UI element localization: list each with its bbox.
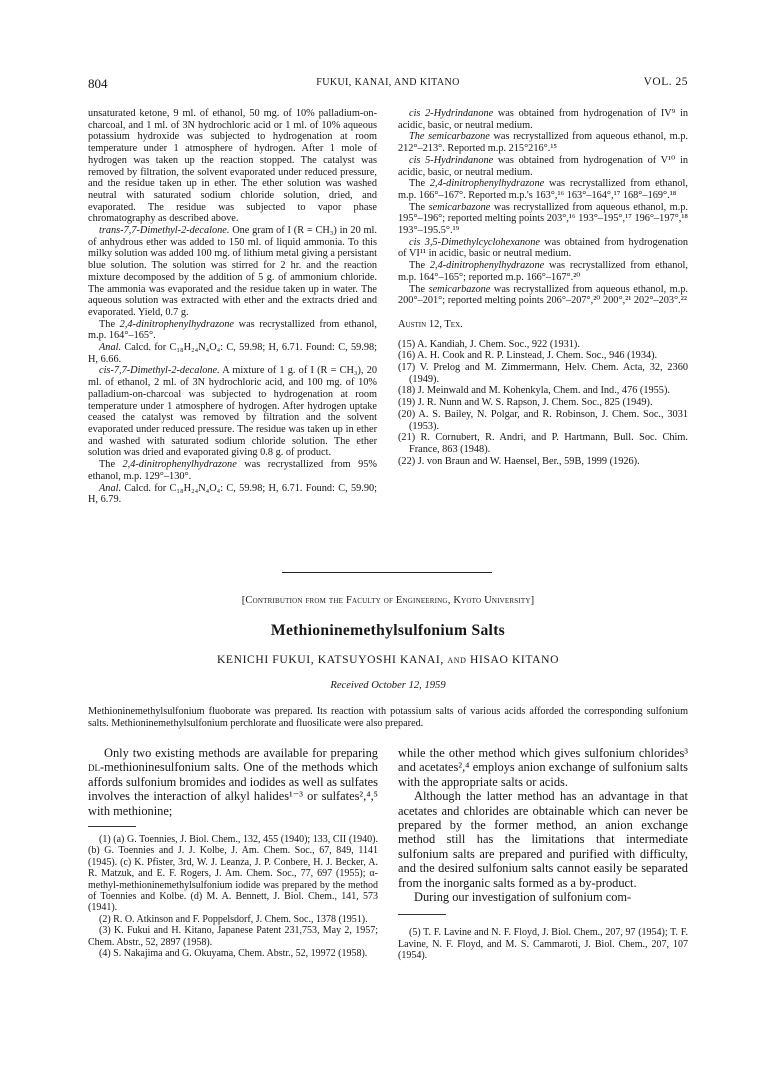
footnote-rule [88,826,136,827]
footnote-rule [398,914,446,915]
paragraph: trans-7,7-Dimethyl-2-decalone. One gram of I (R = CH₃) in 20 ml. of anhydrous ether was added to 150 ml. of liquid ammonia. To this milky solution was added 100 mg. of lithium metal giving a persistant blue solution. The solution was stirred for 2 hr. and the reaction mixture decomposed by the addition of 5 g. of ammonium chloride. The ammonia was evaporated and the residue taken up in water. The aqueous solution was extracted with ether and the extracts dried and evaporated. Yield, 0.7 g. [88,225,377,318]
paragraph: Anal. Calcd. for C₁₈H₂₄N₄O₄: C, 59.98; H, 6.71. Found: C, 59.90; H, 6.79. [88,482,377,506]
compound-name: cis 2-Hydrindanone [409,108,494,119]
compound-name: 2,4-dinitrophenylhydrazone [122,459,237,471]
compound-name: 2,4-dinitrophenylhydrazone [429,260,545,272]
paragraph: unsaturated ketone, 9 ml. of ethanol, 50 mg. of 10% palladium-on-charcoal, and 1 ml. of 3N hydrochloric acid or 1 ml. of 10% aqueous potassium hydroxide was subjected to hydrogenation at room temperature under 1 atmosphere of hydrogen. After 1 mole of hydrogen was taken up the reaction stopped. The catalyst was removed by filtration, the solvent evaporated under reduced pressure, and the residue taken up in ether. The ether solution was washed neutral with saturated sodium chloride solution, dried, and evaporated. The residue was subjected to vapor phase chromatography as described above. [88,108,377,225]
paragraph: cis 2-Hydrindanone was obtained from hydrogenation of IV⁹ in acidic, basic, or neutral medium. [398,108,688,131]
paragraph: cis 5-Hydrindanone was obtained from hydrogenation of V¹⁰ in acidic, basic, or neutral medium. [398,154,688,178]
volume-label: VOL. 25 [643,76,688,88]
compound-name: trans-7,7-Dimethyl-2-decalone. [99,225,230,237]
compound-name: cis 3,5-Dimethylcyclohexanone [409,236,540,248]
footnote-item: (1) (a) G. Toennies, J. Biol. Chem., 132, 455 (1940); 133, CII (1940). (b) G. Toennies and J. J. Kolbe, J. Am. Chem. Soc., 67, 849, 1141 (1945). (c) K. Pfister, 3rd, W. J. Leanza, J. P. Conbere, H. J. Becker, A. R. Matzuk, and E. F. Rogers, J. Am. Chem. Soc., 77, 697 (1955); α-methyl-methioninemethylsulfonium iodide was prepared by the method of Toennies and Kolbe. (d) M. A. Bennett, J. Biol. Chem., 141, 573 (1941). [88,834,378,914]
compound-name: The semicarbazone [409,131,490,143]
experimental-column-right [398,108,688,467]
paragraph: The 2,4-dinitrophenylhydrazone was recrystallized from ethanol, m.p. 166°–167°. Reported m.p.'s 163°,¹⁶ 163°–164°,¹⁷ 168°–169°.¹⁸ [398,178,688,201]
paragraph: The semicarbazone was recrystallized from aqueous ethanol, m.p. 200°–201°; reported melting points 206°–207°,²⁰ 200°,²¹ 202°–203°.²² [398,283,688,307]
page-number: 804 [88,76,108,91]
reference-item: (17) V. Prelog and M. Zimmermann, Helv. Chem. Acta, 32, 2360 (1949). [398,362,688,385]
compound-name: 2,4-dinitrophenylhydrazone [429,178,545,190]
paragraph: Only two existing methods are available for preparing dl-methioninesulfonium salts. One of the methods which affords sulfonium bromides and iodides as well as sulfates involves the interaction of alkyl halides¹⁻³ or sulfates²,⁴,⁵ with methionine; [88,746,378,818]
reference-item: (20) A. S. Bailey, N. Polgar, and R. Robinson, J. Chem. Soc., 3031 (1953). [398,408,688,432]
paragraph: cis-7,7-Dimethyl-2-decalone. A mixture of 1 g. of I (R = CH₃), 20 ml. of ethanol, 2 ml. of 3N hydrochloric acid, and 100 mg. of 10% palladium-on-charcoal was subjected to hydrogenation at room temperature under 1 atmosphere of hydrogen. After hydrogen uptake ceased the catalyst was removed by filtration and the solvent evaporated under reduced pressure. The residue was taken up in ether and washed with saturated sodium chloride solution. The ether solution was dried and evaporated giving 0.8 g. of product. [88,365,377,459]
paragraph: cis 3,5-Dimethylcyclohexanone was obtained from hydrogenation of VI¹¹ in acidic, basic or neutral medium. [398,236,688,260]
compound-name: semicarbazone [428,201,491,213]
compound-name: cis 5-Hydrindanone [409,154,494,166]
received-date: Received October 12, 1959 [330,680,446,691]
paragraph: The semicarbazone was recrystallized from aqueous ethanol, m.p. 212°–213°. Reported m.p. 215°216°.¹⁵ [398,131,688,155]
running-title: FUKUI, KANAI, AND KITANO [316,77,460,88]
contribution-line: [Contribution from the Faculty of Engineering, Kyoto University] [241,595,535,606]
compound-name: 2,4-dinitrophenylhydrazone [119,318,234,330]
paragraph: The 2,4-dinitrophenylhydrazone was recrystallized from 95% ethanol, m.p. 129°–130°. [88,459,377,482]
experimental-column-left [88,108,377,506]
reference-item: (19) J. R. Nunn and W. S. Rapson, J. Chem. Soc., 825 (1949). [398,397,653,409]
analysis-label: Anal. [99,342,122,354]
author-line: KENICHI FUKUI, KATSUYOSHI KANAI, and HISAO KITANO [216,653,560,666]
abstract: Methioninemethylsulfonium fluoborate was prepared. Its reaction with potassium salts of various acids afforded the corresponding sulfonium salts. Methioninemethylsulfonium perchlorate and fluosilicate were also prepared. [88,706,688,729]
footnotes [398,927,688,961]
footnote-item: (3) K. Fukui and H. Kitano, Japanese Patent 231,753, May 2, 1957; Chem. Abstr., 52, 2897 (1958). [88,925,378,948]
reference-item: (21) R. Cornubert, R. Andri, and P. Hartmann, Bull. Soc. Chim. France, 863 (1948). [398,432,688,455]
paragraph: The 2,4-dinitrophenylhydrazone was recrystallized from ethanol, m.p. 164°–165°. [88,318,377,342]
footnote-item: (4) S. Nakajima and G. Okuyama, Chem. Abstr., 52, 19972 (1958). [99,948,368,960]
compound-name: cis-7,7-Dimethyl-2-decalone. [99,365,220,377]
author-address: Austin 12, Tex. [398,318,463,330]
analysis-label: Anal. [99,482,122,494]
reference-list [398,339,688,468]
reference-item: (18) J. Meinwald and M. Kohenkyla, Chem. and Ind., 476 (1955). [398,385,670,397]
body-column-left [88,746,378,960]
reference-item: (16) A. H. Cook and R. P. Linstead, J. Chem. Soc., 946 (1934). [398,350,658,362]
reference-item: (22) J. von Braun and W. Haensel, Ber., 59B, 1999 (1926). [398,455,640,467]
footnote-item: (5) T. F. Lavine and N. F. Floyd, J. Biol. Chem., 207, 97 (1954); T. F. Lavine, N. F. Floyd, and M. S. Cammaroti, J. Biol. Chem., 207, 107 (1954). [398,927,688,962]
paragraph: Although the latter method has an advantage in that acetates and chlorides are obtainable which can never be prepared by the former method, an anion exchange method still has the limitations that intermediate sulfonium salts are prepared and purified with difficulty, and the desired sulfonium salts cannot easily be separated from the inorganic salts formed as a by-product. [398,789,688,890]
article-title: Methioninemethylsulfonium Salts [270,622,506,639]
paragraph: Anal. Calcd. for C₁₈H₂₄N₄O₄: C, 59.98; H, 6.71. Found: C, 59.98; H, 6.66. [88,342,377,365]
paragraph: During our investigation of sulfonium com- [414,890,632,905]
reference-item: (15) A. Kandiah, J. Chem. Soc., 922 (1931). [398,338,580,350]
paragraph: while the other method which gives sulfonium chlorides³ and acetates²,⁴ employs anion exchange of sulfonium salts with the appropriate salts or acids. [398,746,688,789]
compound-name: semicarbazone [428,283,491,295]
footnote-item: (2) R. O. Atkinson and F. Poppelsdorf, J. Chem. Soc., 1378 (1951). [99,913,368,925]
paragraph: The 2,4-dinitrophenylhydrazone was recrystallized from ethanol, m.p. 164°–165°; reported m.p. 166°–167°.²⁰ [398,260,688,283]
running-header [88,76,688,92]
article-divider [282,572,492,573]
body-column-right [398,746,688,962]
paragraph: The semicarbazone was recrystallized from aqueous ethanol, m.p. 195°–196°; reported melting points 203°,¹⁶ 193°–195°,¹⁷ 196°–197°,¹⁸ 193°–195.5°.¹⁹ [398,201,688,237]
footnotes [88,834,378,959]
